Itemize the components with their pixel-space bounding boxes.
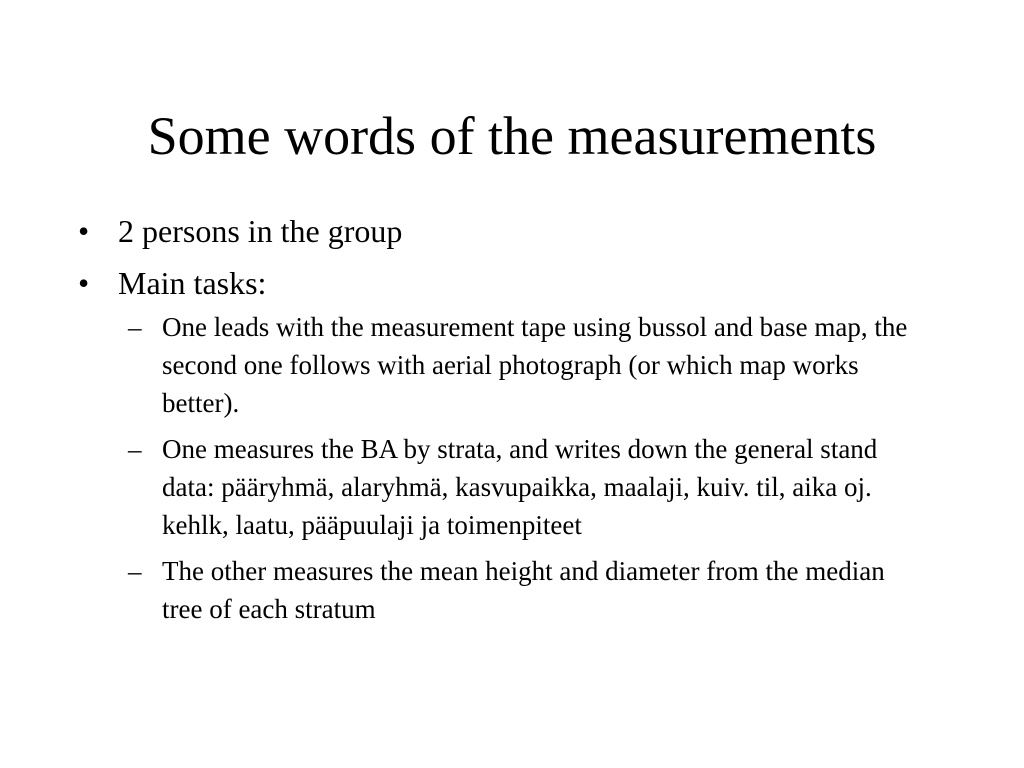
sub-bullet-marker: – (128, 434, 142, 464)
sub-bullet-marker: – (128, 312, 142, 342)
sub-bullet-list (118, 308, 958, 628)
bullet-marker: • (78, 213, 90, 249)
bullet-item (78, 210, 958, 252)
bullet-text: 2 persons in the group (118, 213, 403, 249)
sub-bullet-item (118, 308, 922, 422)
sub-bullet-text: The other measures the mean height and diameter from the median tree of each stratum (162, 556, 885, 624)
sub-bullet-text: One leads with the measurement tape using bussol and base map, the second one follows with aerial photograph (or which map works better). (162, 312, 908, 418)
sub-bullet-text: One measures the BA by strata, and writes down the general stand data: pääryhmä, alaryhmä, kasvupaikka, maalaji, kuiv. til, aika oj. kehlk, laatu, pääpuulaji ja toimenpiteet (162, 434, 878, 540)
slide-title: Some words of the measurements (147, 106, 877, 166)
bullet-text: Main tasks: (118, 265, 267, 301)
bullet-list (78, 210, 958, 638)
sub-bullet-item (118, 552, 922, 628)
sub-bullet-item (118, 430, 922, 544)
bullet-marker: • (78, 265, 90, 301)
bullet-item (78, 262, 958, 628)
sub-bullet-marker: – (128, 556, 142, 586)
